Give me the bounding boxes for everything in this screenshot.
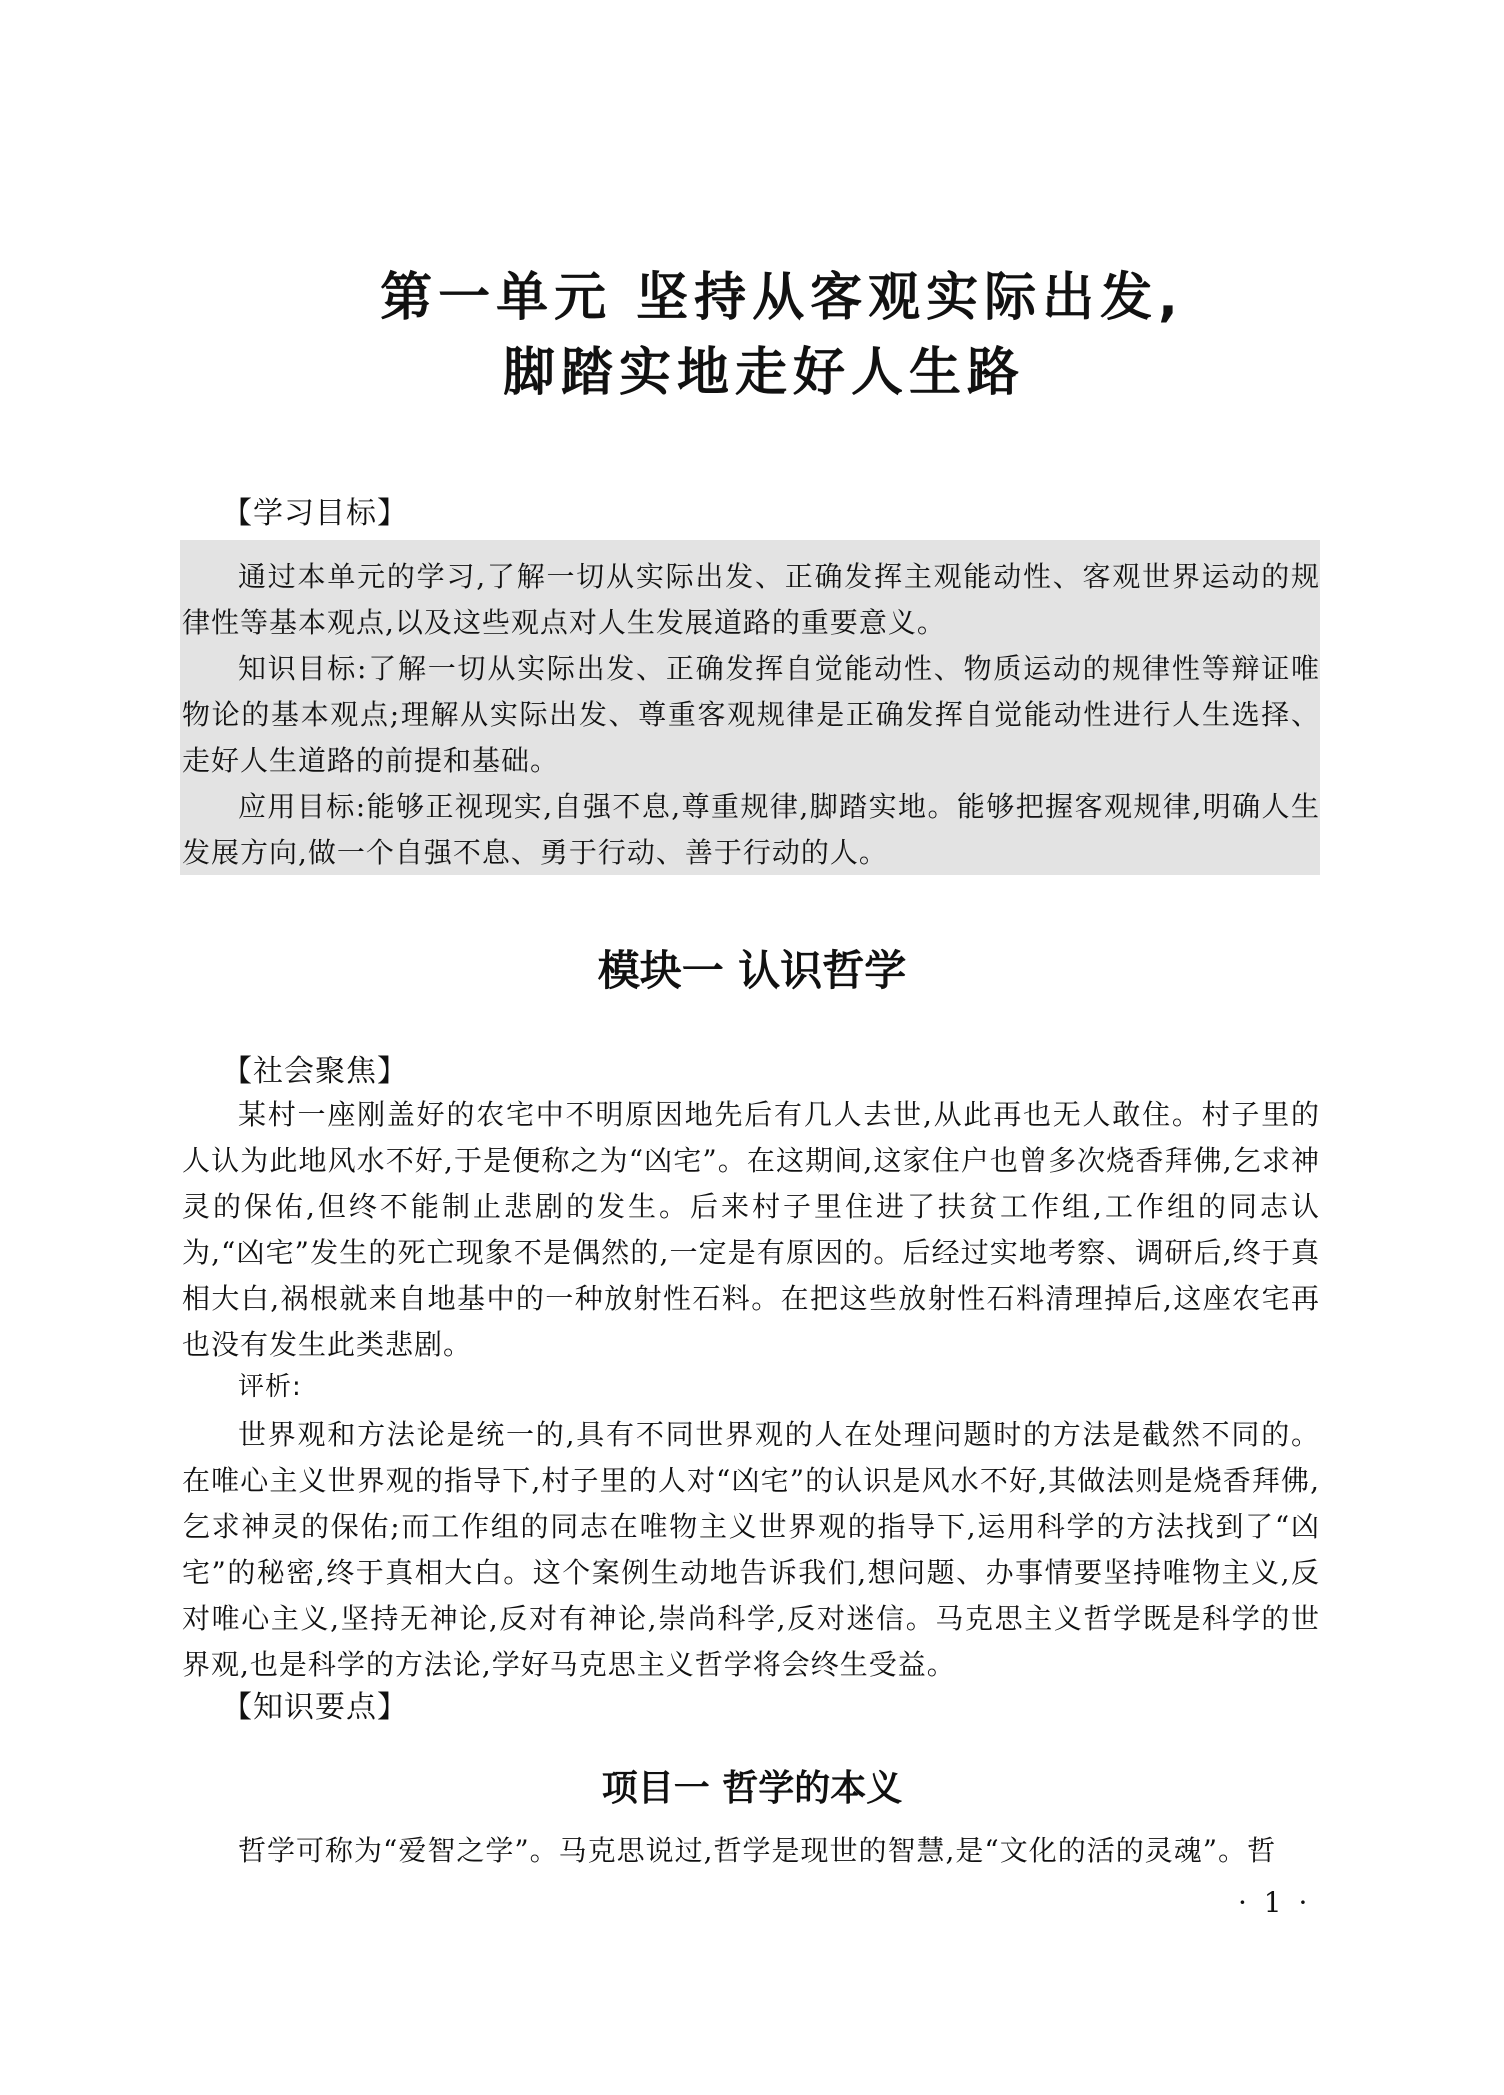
analysis-paragraph: 世界观和方法论是统一的,具有不同世界观的人在处理问题时的方法是截然不同的。在唯心主义世界观的指导下,村子里的人对“凶宅”的认识是风水不好,其做法则是烧香拜佛,乞求神灵的保佑;而工作组的同志在唯物主义世界观的指导下,运用科学的方法找到了“凶宅”的秘密,终于真相大白。这个案例生动地告诉我们,想问题、办事情要坚持唯物主义,反对唯心主义,坚持无神论,反对有神论,崇尚科学,反对迷信。马克思主义哲学既是科学的世界观,也是科学的方法论,学好马克思主义哲学将会终生受益。 — [182, 1418, 1320, 1681]
application-goal-paragraph: 应用目标:能够正视现实,自强不息,尊重规律,脚踏实地。能够把握客观规律,明确人生发展方向,做一个自强不息、勇于行动、善于行动的人。 — [182, 790, 1320, 869]
learning-objectives-heading: 【学习目标】 — [222, 496, 408, 531]
unit-title-line1: 第一单元 坚持从客观实际出发, — [380, 268, 1184, 328]
project-intro-paragraph: 哲学可称为“爱智之学”。马克思说过,哲学是现世的智慧,是“文化的活的灵魂”。哲 — [238, 1834, 1277, 1867]
social-focus-paragraph: 某村一座刚盖好的农宅中不明原因地先后有几人去世,从此再也无人敢住。村子里的人认为此地风水不好,于是便称之为“凶宅”。在这期间,这家住户也曾多次烧香拜佛,乞求神灵的保佑,但终不能制止悲剧的发生。后来村子里住进了扶贫工作组,工作组的同志认为,“凶宅”发生的死亡现象不是偶然的,一定是有原因的。后经过实地考察、调研后,终于真相大白,祸根就来自地基中的一种放射性石料。在把这些放射性石料清理掉后,这座农宅再也没有发生此类悲剧。 — [182, 1098, 1320, 1361]
knowledge-points-heading: 【知识要点】 — [222, 1690, 408, 1725]
social-focus-heading: 【社会聚焦】 — [222, 1054, 408, 1089]
project-title: 项目一 哲学的本义 — [601, 1768, 903, 1809]
module-title: 模块一 认识哲学 — [597, 946, 907, 995]
objectives-intro-paragraph: 通过本单元的学习,了解一切从实际出发、正确发挥主观能动性、客观世界运动的规律性等基本观点,以及这些观点对人生发展道路的重要意义。 — [182, 560, 1320, 639]
unit-title-line2: 脚踏实地走好人生路 — [502, 343, 1025, 403]
page-number: · 1 · — [1238, 1886, 1312, 1919]
analysis-label: 评析: — [238, 1372, 302, 1402]
knowledge-goal-paragraph: 知识目标:了解一切从实际出发、正确发挥自觉能动性、物质运动的规律性等辩证唯物论的基本观点;理解从实际出发、尊重客观规律是正确发挥自觉能动性进行人生选择、走好人生道路的前提和基础。 — [182, 652, 1320, 777]
